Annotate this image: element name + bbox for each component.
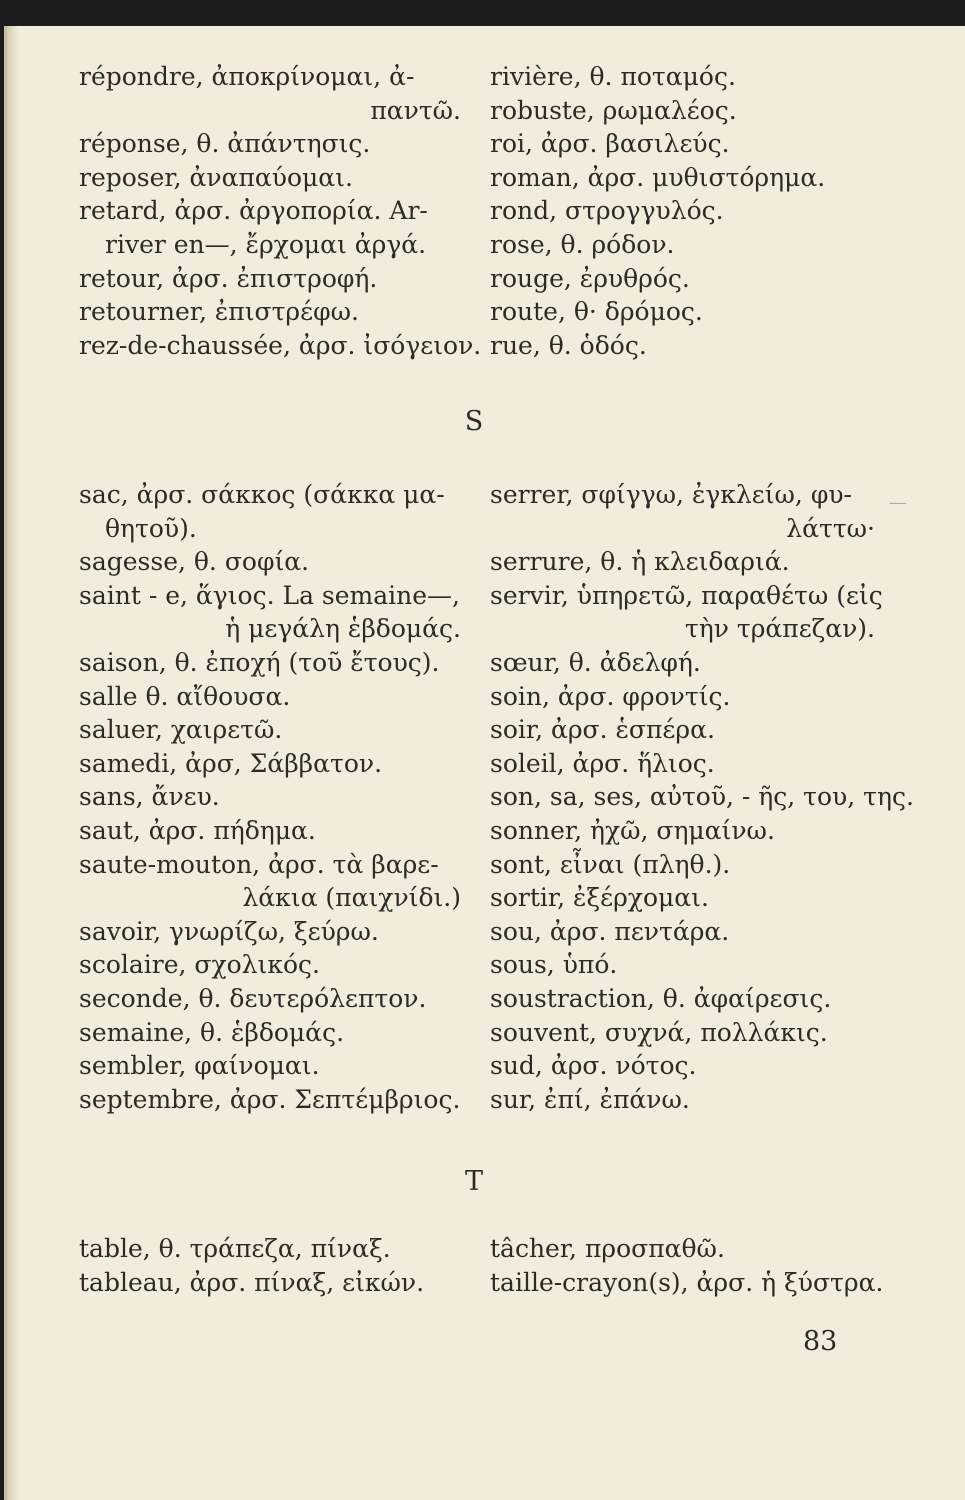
dictionary-entry — [490, 295, 890, 329]
entry-text: tableau, ἀρσ. πίναξ, εἰκών. — [79, 1267, 425, 1297]
entry-text: serrer, σφίγγω, ἐγκλείω, φυ- — [490, 480, 852, 509]
column-r-left — [79, 60, 482, 362]
dictionary-entry — [79, 60, 461, 127]
dictionary-entry — [79, 814, 461, 848]
dictionary-entry — [79, 295, 461, 329]
dictionary-entry — [490, 194, 890, 228]
dictionary-entry — [490, 1083, 875, 1117]
dictionary-entry — [79, 127, 461, 161]
section-letter-t: T — [464, 1166, 483, 1197]
entry-text: roi, ἀρσ. βασιλεύς. — [490, 129, 730, 159]
entry-text: reposer, ἀναπαύομαι. — [79, 162, 353, 192]
dictionary-entry — [79, 262, 461, 296]
entry-text: robuste, ρωμαλέος. — [490, 95, 737, 125]
entry-text: samedi, ἀρσ, Σάββατον. — [79, 748, 383, 778]
entry-text: rue, θ. ὁδός. — [490, 330, 647, 360]
dictionary-entry — [490, 545, 875, 579]
entry-text: sud, ἀρσ. νότος. — [490, 1051, 697, 1081]
dictionary-entry — [79, 680, 461, 714]
dictionary-entry — [490, 780, 914, 814]
dictionary-entry — [490, 329, 890, 363]
dictionary-entry — [490, 60, 890, 94]
entry-text: sembler, φαίνομαι. — [79, 1051, 320, 1081]
entry-text: taille-crayon(s), ἀρσ. ἡ ξύστρα. — [490, 1267, 884, 1297]
entry-text: soin, ἀρσ. φροντίς. — [490, 681, 731, 711]
dictionary-entry — [79, 329, 482, 363]
dictionary-entry — [79, 848, 461, 915]
entry-text: sou, ἀρσ. πεντάρα. — [490, 916, 730, 946]
entry-text: sagesse, θ. σοφία. — [79, 547, 310, 577]
dictionary-entry — [79, 194, 461, 261]
entry-text: rez-de-chaussée, ἀρσ. ἰσόγειον. — [79, 330, 482, 360]
entry-text: sont, εἶναι (πληθ.). — [490, 849, 731, 879]
entry-text: route, θ· δρόμος. — [490, 297, 703, 327]
entry-continuation: παντῶ. — [370, 95, 461, 125]
dictionary-entry — [79, 579, 461, 646]
dictionary-entry — [490, 127, 890, 161]
dictionary-entry — [79, 948, 461, 982]
entry-text: souvent, συχνά, πολλάκις. — [490, 1017, 828, 1047]
entry-text: soleil, ἀρσ. ἥλιος. — [490, 748, 715, 778]
section-letter-s: S — [464, 406, 484, 437]
dictionary-entry — [79, 1049, 461, 1083]
entry-text: rose, θ. ρόδον. — [490, 229, 675, 259]
entry-text: sous, ὑπό. — [490, 950, 618, 980]
entry-text: retour, ἀρσ. ἐπιστροφή. — [79, 263, 378, 293]
dictionary-entry — [490, 848, 875, 882]
dictionary-entry — [490, 915, 875, 949]
entry-continuation: θητοῦ). — [105, 513, 197, 543]
dictionary-entry — [490, 478, 875, 545]
dictionary-entry — [490, 94, 890, 128]
dictionary-entry — [490, 579, 883, 646]
dictionary-entry — [79, 646, 461, 680]
entry-text: saute-mouton, ἀρσ. τὰ βαρε- — [79, 849, 439, 879]
dictionary-entry — [490, 982, 875, 1016]
dictionary-entry — [79, 915, 461, 949]
entry-text: table, θ. τράπεζα, πίναξ. — [79, 1234, 391, 1263]
dictionary-entry — [79, 1016, 461, 1050]
entry-text: savoir, γνωρίζω, ξεύρω. — [79, 916, 379, 946]
dictionary-entry — [490, 814, 875, 848]
dictionary-entry — [79, 780, 461, 814]
entry-continuation: τὴν τράπεζαν). — [684, 614, 875, 644]
dictionary-entry — [79, 1083, 461, 1117]
entry-text: sonner, ἠχῶ, σημαίνω. — [490, 815, 775, 845]
binding-shadow — [7, 26, 19, 1500]
column-s-right — [490, 478, 914, 1116]
dictionary-entry — [79, 713, 461, 747]
dictionary-entry — [490, 680, 875, 714]
column-t-left — [79, 1232, 461, 1299]
entry-text: rivière, θ. ποταμός. — [490, 62, 736, 91]
entry-text: saluer, χαιρετῶ. — [79, 715, 283, 745]
entry-continuation: ἡ μεγάλη ἑβδομάς. — [225, 614, 461, 644]
column-r-right — [490, 60, 890, 362]
entry-text: seconde, θ. δευτερόλεπτον. — [79, 983, 427, 1013]
dictionary-entry — [490, 646, 875, 680]
entry-text: servir, ὑπηρετῶ, παραθέτω (εἰς — [490, 580, 883, 610]
entry-text: serrure, θ. ἡ κλειδαριά. — [490, 547, 790, 577]
entry-text: répondre, ἀποκρίνομαι, ἀ- — [79, 62, 415, 91]
entry-continuation: λάκια (παιχνίδι.) — [242, 883, 461, 913]
entry-continuation: river en—, ἔρχομαι ἀργά. — [105, 229, 427, 259]
dictionary-entry — [490, 262, 890, 296]
entry-text: sur, ἐπί, ἐπάνω. — [490, 1084, 690, 1114]
column-t-right — [490, 1232, 890, 1299]
entry-text: retourner, ἐπιστρέφω. — [79, 297, 359, 327]
dictionary-entry — [490, 713, 875, 747]
dictionary-entry — [490, 747, 875, 781]
entry-text: semaine, θ. ἑβδομάς. — [79, 1017, 345, 1047]
dictionary-entry — [79, 545, 461, 579]
dictionary-entry — [79, 478, 461, 545]
dictionary-page — [4, 26, 965, 1500]
dictionary-entry — [490, 881, 875, 915]
dictionary-entry — [79, 161, 461, 195]
dictionary-entry — [490, 1266, 890, 1300]
dictionary-entry — [79, 982, 461, 1016]
entry-text: salle θ. αἴθουσα. — [79, 681, 291, 711]
entry-text: saut, ἀρσ. πήδημα. — [79, 815, 316, 845]
entry-text: retard, ἀρσ. ἀργοπορία. Ar- — [79, 196, 428, 226]
dictionary-entry — [490, 1049, 875, 1083]
entry-text: saint - e, ἅγιος. La semaine—, — [79, 580, 461, 610]
entry-text: septembre, ἀρσ. Σεπτέμβριος. — [79, 1084, 461, 1114]
entry-text: saison, θ. ἐποχή (τοῦ ἔτους). — [79, 647, 440, 677]
entry-text: soir, ἀρσ. ἑσπέρα. — [490, 715, 715, 745]
entry-text: roman, ἀρσ. μυθιστόρημα. — [490, 162, 826, 192]
red-ink-mark: — — [889, 492, 907, 513]
entry-text: sortir, ἐξέρχομαι. — [490, 883, 709, 913]
page-number: 83 — [803, 1326, 838, 1357]
entry-continuation: λάττω· — [786, 513, 875, 543]
entry-text: sans, ἄνευ. — [79, 782, 220, 812]
entry-text: sac, ἀρσ. σάκκος (σάκκα μα- — [79, 480, 445, 509]
entry-text: rouge, ἐρυθρός. — [490, 263, 690, 293]
dictionary-entry — [79, 1266, 461, 1300]
dictionary-entry — [79, 1232, 461, 1266]
dictionary-entry — [490, 161, 890, 195]
column-s-left — [79, 478, 461, 1116]
dictionary-entry — [490, 1016, 875, 1050]
entry-text: sœur, θ. ἀδελφή. — [490, 647, 701, 677]
entry-text: tâcher, προσπαθῶ. — [490, 1234, 725, 1263]
entry-text: scolaire, σχολικός. — [79, 950, 320, 980]
entry-text: réponse, θ. ἀπάντησις. — [79, 129, 371, 159]
entry-text: soustraction, θ. ἀφαίρεσις. — [490, 983, 832, 1013]
entry-text: son, sa, ses, αὐτοῦ, - ῆς, του, της. — [490, 782, 914, 812]
dictionary-entry — [79, 747, 461, 781]
dictionary-entry — [490, 228, 890, 262]
dictionary-entry — [490, 948, 875, 982]
dictionary-entry — [490, 1232, 890, 1266]
entry-text: rond, στρογγυλός. — [490, 196, 724, 226]
